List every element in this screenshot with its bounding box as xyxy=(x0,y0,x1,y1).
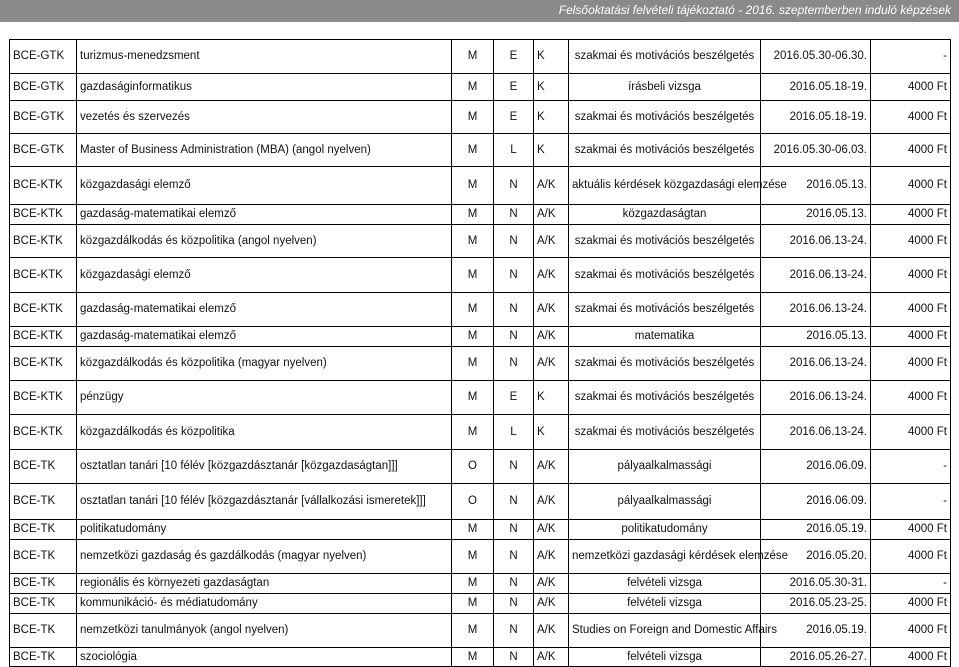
table-row xyxy=(10,293,951,327)
program-name-cell: közgazdálkodás és közpolitika (magyar nyelven) xyxy=(77,347,452,381)
program-name-cell: osztatlan tanári [10 félév [közgazdásztanár [vállalkozási ismeretek]]] xyxy=(77,484,452,520)
program-code-cell: BCE-TK xyxy=(10,540,77,574)
level-cell: O xyxy=(452,450,494,484)
exam-type-cell: szakmai és motivációs beszélgetés xyxy=(569,40,761,74)
exam-type-cell: szakmai és motivációs beszélgetés xyxy=(569,293,761,327)
fee-cell: 4000 Ft xyxy=(871,167,951,205)
level-cell: O xyxy=(452,484,494,520)
level-cell: M xyxy=(452,101,494,134)
schedule-cell: N xyxy=(494,225,534,258)
program-code-cell: BCE-KTK xyxy=(10,167,77,205)
table-row xyxy=(10,648,951,667)
fee-cell: 4000 Ft xyxy=(871,293,951,327)
schedule-cell: N xyxy=(494,594,534,614)
level-cell: M xyxy=(452,134,494,167)
exam-date-cell: 2016.05.13. xyxy=(761,327,871,347)
table-row xyxy=(10,574,951,594)
program-name-cell: gazdaság-matematikai elemző xyxy=(77,293,452,327)
fee-cell: 4000 Ft xyxy=(871,101,951,134)
exam-type-cell: pályaalkalmassági xyxy=(569,484,761,520)
level-cell: M xyxy=(452,648,494,667)
schedule-cell: N xyxy=(494,205,534,225)
level-cell: M xyxy=(452,258,494,293)
schedule-cell: N xyxy=(494,648,534,667)
level-cell: M xyxy=(452,574,494,594)
program-name-cell: politikatudomány xyxy=(77,520,452,540)
table-row xyxy=(10,540,951,574)
program-code-cell: BCE-TK xyxy=(10,484,77,520)
fee-cell: - xyxy=(871,40,951,74)
exam-date-cell: 2016.05.13. xyxy=(761,205,871,225)
program-code-cell: BCE-GTK xyxy=(10,101,77,134)
schedule-cell: E xyxy=(494,101,534,134)
exam-type-cell: aktuális kérdések közgazdasági elemzése xyxy=(569,167,761,205)
fee-cell: 4000 Ft xyxy=(871,134,951,167)
fee-cell: 4000 Ft xyxy=(871,415,951,450)
table-row xyxy=(10,101,951,134)
program-code-cell: BCE-KTK xyxy=(10,347,77,381)
schedule-cell: N xyxy=(494,484,534,520)
level-cell: M xyxy=(452,40,494,74)
exam-type-cell: szakmai és motivációs beszélgetés xyxy=(569,134,761,167)
fee-cell: 4000 Ft xyxy=(871,225,951,258)
exam-date-cell: 2016.05.13. xyxy=(761,167,871,205)
header-title: Felsőoktatási felvételi tájékoztató - 2016. szeptemberben induló képzések xyxy=(558,3,951,17)
exam-date-cell: 2016.05.30-31. xyxy=(761,574,871,594)
exam-date-cell: 2016.06.13-24. xyxy=(761,381,871,415)
exam-date-cell: 2016.05.18-19. xyxy=(761,101,871,134)
exam-date-cell: 2016.05.26-27. xyxy=(761,648,871,667)
level-cell: M xyxy=(452,520,494,540)
exam-type-cell: közgazdaságtan xyxy=(569,205,761,225)
program-code-cell: BCE-TK xyxy=(10,450,77,484)
fee-cell: 4000 Ft xyxy=(871,381,951,415)
schedule-cell: E xyxy=(494,74,534,101)
program-name-cell: gazdaság-matematikai elemző xyxy=(77,327,452,347)
exam-type-cell: szakmai és motivációs beszélgetés xyxy=(569,347,761,381)
program-name-cell: turizmus-menedzsment xyxy=(77,40,452,74)
program-code-cell: BCE-KTK xyxy=(10,293,77,327)
exam-date-cell: 2016.06.13-24. xyxy=(761,415,871,450)
exam-type-cell: matematika xyxy=(569,327,761,347)
program-name-cell: nemzetközi gazdaság és gazdálkodás (magyar nyelven) xyxy=(77,540,452,574)
financing-cell: A/K xyxy=(534,167,569,205)
financing-cell: A/K xyxy=(534,327,569,347)
program-name-cell: vezetés és szervezés xyxy=(77,101,452,134)
admissions-table xyxy=(9,39,951,667)
program-code-cell: BCE-KTK xyxy=(10,205,77,225)
program-code-cell: BCE-TK xyxy=(10,520,77,540)
exam-type-cell: politikatudomány xyxy=(569,520,761,540)
table-row xyxy=(10,484,951,520)
schedule-cell: N xyxy=(494,540,534,574)
financing-cell: K xyxy=(534,134,569,167)
exam-date-cell: 2016.05.19. xyxy=(761,520,871,540)
program-name-cell: nemzetközi tanulmányok (angol nyelven) xyxy=(77,614,452,648)
financing-cell: A/K xyxy=(534,484,569,520)
table-body xyxy=(10,40,951,667)
table-row xyxy=(10,415,951,450)
schedule-cell: L xyxy=(494,415,534,450)
program-code-cell: BCE-GTK xyxy=(10,74,77,101)
fee-cell: 4000 Ft xyxy=(871,614,951,648)
exam-date-cell: 2016.06.13-24. xyxy=(761,347,871,381)
program-name-cell: kommunikáció- és médiatudomány xyxy=(77,594,452,614)
program-code-cell: BCE-TK xyxy=(10,574,77,594)
financing-cell: A/K xyxy=(534,347,569,381)
schedule-cell: N xyxy=(494,347,534,381)
program-code-cell: BCE-KTK xyxy=(10,225,77,258)
table-row xyxy=(10,258,951,293)
exam-type-cell: szakmai és motivációs beszélgetés xyxy=(569,415,761,450)
exam-type-cell: szakmai és motivációs beszélgetés xyxy=(569,258,761,293)
financing-cell: A/K xyxy=(534,225,569,258)
financing-cell: A/K xyxy=(534,574,569,594)
table-row xyxy=(10,614,951,648)
program-code-cell: BCE-KTK xyxy=(10,415,77,450)
exam-date-cell: 2016.05.30-06.30. xyxy=(761,40,871,74)
exam-date-cell: 2016.05.19. xyxy=(761,614,871,648)
financing-cell: K xyxy=(534,381,569,415)
table-row xyxy=(10,74,951,101)
schedule-cell: N xyxy=(494,167,534,205)
exam-type-cell: pályaalkalmassági xyxy=(569,450,761,484)
financing-cell: A/K xyxy=(534,450,569,484)
financing-cell: K xyxy=(534,415,569,450)
exam-date-cell: 2016.05.23-25. xyxy=(761,594,871,614)
table-row xyxy=(10,167,951,205)
fee-cell: 4000 Ft xyxy=(871,347,951,381)
table-row xyxy=(10,40,951,74)
exam-type-cell: Studies on Foreign and Domestic Affairs xyxy=(569,614,761,648)
program-name-cell: közgazdálkodás és közpolitika xyxy=(77,415,452,450)
program-code-cell: BCE-TK xyxy=(10,648,77,667)
schedule-cell: N xyxy=(494,574,534,594)
financing-cell: A/K xyxy=(534,648,569,667)
fee-cell: 4000 Ft xyxy=(871,205,951,225)
schedule-cell: E xyxy=(494,381,534,415)
table-row xyxy=(10,594,951,614)
financing-cell: K xyxy=(534,40,569,74)
exam-type-cell: szakmai és motivációs beszélgetés xyxy=(569,225,761,258)
program-code-cell: BCE-TK xyxy=(10,614,77,648)
schedule-cell: N xyxy=(494,450,534,484)
schedule-cell: N xyxy=(494,614,534,648)
program-code-cell: BCE-GTK xyxy=(10,134,77,167)
level-cell: M xyxy=(452,327,494,347)
table-row xyxy=(10,205,951,225)
financing-cell: A/K xyxy=(534,293,569,327)
level-cell: M xyxy=(452,293,494,327)
level-cell: M xyxy=(452,415,494,450)
exam-date-cell: 2016.06.13-24. xyxy=(761,225,871,258)
financing-cell: A/K xyxy=(534,594,569,614)
fee-cell: - xyxy=(871,574,951,594)
financing-cell: A/K xyxy=(534,540,569,574)
fee-cell: 4000 Ft xyxy=(871,520,951,540)
program-name-cell: Master of Business Administration (MBA) (angol nyelven) xyxy=(77,134,452,167)
table-row xyxy=(10,347,951,381)
exam-date-cell: 2016.05.18-19. xyxy=(761,74,871,101)
exam-date-cell: 2016.06.13-24. xyxy=(761,258,871,293)
program-name-cell: pénzügy xyxy=(77,381,452,415)
exam-type-cell: felvételi vizsga xyxy=(569,594,761,614)
level-cell: M xyxy=(452,594,494,614)
exam-date-cell: 2016.05.30-06.03. xyxy=(761,134,871,167)
exam-type-cell: felvételi vizsga xyxy=(569,648,761,667)
exam-type-cell: felvételi vizsga xyxy=(569,574,761,594)
program-code-cell: BCE-KTK xyxy=(10,258,77,293)
fee-cell: 4000 Ft xyxy=(871,258,951,293)
program-code-cell: BCE-KTK xyxy=(10,381,77,415)
exam-date-cell: 2016.06.09. xyxy=(761,450,871,484)
table-row xyxy=(10,225,951,258)
fee-cell: 4000 Ft xyxy=(871,327,951,347)
level-cell: M xyxy=(452,167,494,205)
exam-type-cell: írásbeli vizsga xyxy=(569,74,761,101)
fee-cell: 4000 Ft xyxy=(871,594,951,614)
level-cell: M xyxy=(452,225,494,258)
level-cell: M xyxy=(452,205,494,225)
exam-type-cell: nemzetközi gazdasági kérdések elemzése xyxy=(569,540,761,574)
financing-cell: K xyxy=(534,101,569,134)
exam-date-cell: 2016.05.20. xyxy=(761,540,871,574)
table-row xyxy=(10,450,951,484)
exam-type-cell: szakmai és motivációs beszélgetés xyxy=(569,101,761,134)
program-name-cell: osztatlan tanári [10 félév [közgazdásztanár [közgazdaságtan]]] xyxy=(77,450,452,484)
financing-cell: K xyxy=(534,74,569,101)
fee-cell: - xyxy=(871,450,951,484)
program-name-cell: közgazdálkodás és közpolitika (angol nyelven) xyxy=(77,225,452,258)
program-name-cell: gazdaság-matematikai elemző xyxy=(77,205,452,225)
financing-cell: A/K xyxy=(534,205,569,225)
level-cell: M xyxy=(452,614,494,648)
header-bar xyxy=(0,0,959,22)
level-cell: M xyxy=(452,540,494,574)
program-name-cell: gazdaságinformatikus xyxy=(77,74,452,101)
level-cell: M xyxy=(452,74,494,101)
fee-cell: - xyxy=(871,484,951,520)
financing-cell: A/K xyxy=(534,520,569,540)
table-row xyxy=(10,134,951,167)
financing-cell: A/K xyxy=(534,258,569,293)
financing-cell: A/K xyxy=(534,614,569,648)
program-name-cell: regionális és környezeti gazdaságtan xyxy=(77,574,452,594)
schedule-cell: N xyxy=(494,327,534,347)
schedule-cell: N xyxy=(494,293,534,327)
level-cell: M xyxy=(452,381,494,415)
fee-cell: 4000 Ft xyxy=(871,648,951,667)
program-code-cell: BCE-GTK xyxy=(10,40,77,74)
schedule-cell: N xyxy=(494,520,534,540)
exam-date-cell: 2016.06.09. xyxy=(761,484,871,520)
level-cell: M xyxy=(452,347,494,381)
program-code-cell: BCE-TK xyxy=(10,594,77,614)
exam-type-cell: szakmai és motivációs beszélgetés xyxy=(569,381,761,415)
schedule-cell: N xyxy=(494,258,534,293)
program-code-cell: BCE-KTK xyxy=(10,327,77,347)
exam-date-cell: 2016.06.13-24. xyxy=(761,293,871,327)
schedule-cell: E xyxy=(494,40,534,74)
table-row xyxy=(10,520,951,540)
table-row xyxy=(10,381,951,415)
fee-cell: 4000 Ft xyxy=(871,540,951,574)
schedule-cell: L xyxy=(494,134,534,167)
table-row xyxy=(10,327,951,347)
program-name-cell: szociológia xyxy=(77,648,452,667)
program-name-cell: közgazdasági elemző xyxy=(77,167,452,205)
program-name-cell: közgazdasági elemző xyxy=(77,258,452,293)
fee-cell: 4000 Ft xyxy=(871,74,951,101)
